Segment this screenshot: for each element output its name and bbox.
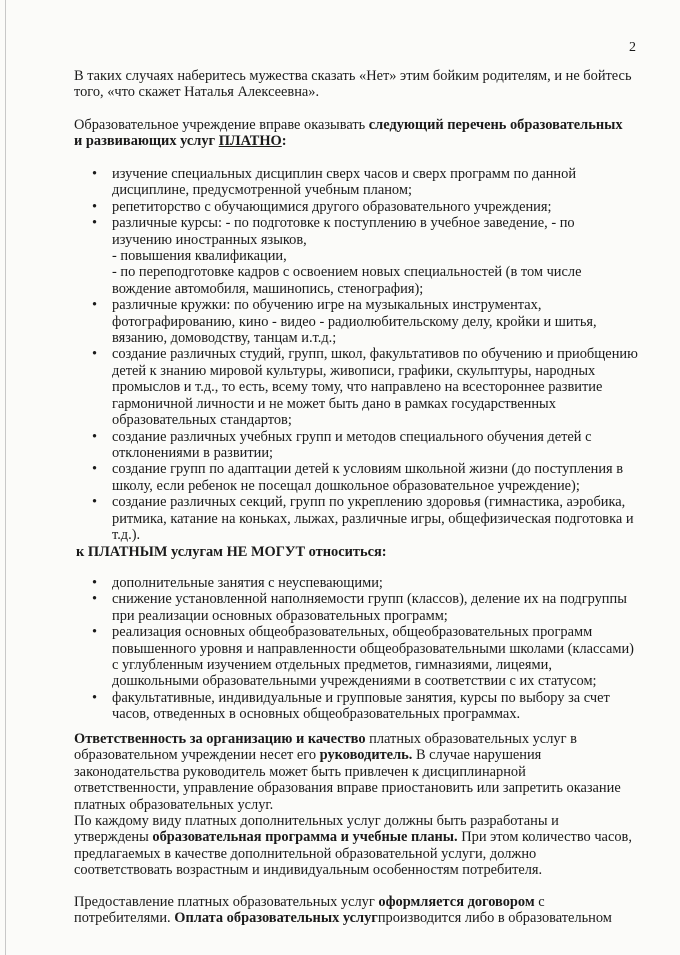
list-item: • репетиторство с обучающимися другого образовательного учреждения;: [92, 198, 552, 215]
bullet-icon: •: [92, 624, 98, 641]
list-item: • различные кружки: по обучению игре на музыкальных инструментах, фотографированию, кино - видео - радиолюбительскому делу, кройки и шитья, вязанию, домоводству, танцам и.т.д.;: [92, 297, 597, 347]
bullet-icon: •: [92, 297, 98, 314]
list-item: • дополнительные занятия с неуспевающими;: [92, 575, 383, 591]
list-item: • создание групп по адаптации детей к условиям школьной жизни (до поступления в школу, если ребенок не посещал дошкольное образовательное учреждение);: [92, 461, 624, 494]
bullet-icon: •: [92, 461, 98, 478]
paid-services-underlined: ПЛАТНО: [218, 133, 282, 150]
list-item: • создание различных учебных групп и методов специального обучения детей с отклонениями в развитии;: [92, 428, 592, 461]
paragraph-intro: В таких случаях наберитесь мужества сказать «Нет» этим бойким родителям, и не бойтесь того, «что скажет Наталья Алексеевна».: [74, 68, 632, 101]
section-heading-not-paid: к ПЛАТНЫМ услугам НЕ МОГУТ относиться:: [76, 544, 387, 560]
bullet-icon: •: [92, 428, 98, 445]
paragraph-responsibility: Ответственность за организацию и качество платных образовательных услуг в образовательном учреждении несет его руководитель. В случае нарушения законодательства руководитель может быть привлечен к дисциплинарной ответственности, управление образования вправе приостановить или запретить оказание платных образовательных услуг.: [74, 731, 621, 813]
list-item: • изучение специальных дисциплин сверх часов и сверх программ по данной дисциплине, предусмотренной учебным планом;: [92, 166, 577, 199]
bullet-icon: •: [92, 591, 98, 608]
bullet-icon: •: [92, 346, 98, 363]
paragraph-paid-services: [74, 117, 634, 150]
list-subitem: - повышения квалификации,: [112, 248, 287, 265]
list-item: • создание различных секций, групп по укреплению здоровья (гимнастика, аэробика, ритмика, катание на коньках, лыжах, различные игры, общефизическая подготовка и т.д.).: [92, 494, 634, 543]
not-paid-services-list: [90, 575, 638, 723]
list-item: • факультативные, индивидуальные и групповые занятия, курсы по выбору за счет часов, отведенных в основных общеобразовательных программах.: [92, 689, 610, 723]
paragraph-programs: По каждому виду платных дополнительных услуг должны быть разработаны и утверждены образовательная программа и учебные планы. При этом количество часов, предлагаемых в качестве дополнительной образовательной услуги, должно соответствовать возрастным и индивидуальным особенностям потребителя.: [74, 813, 632, 879]
list-item: • различные курсы: - по подготовке к поступлению в учебное заведение, - по изучению иностранных языков, - повышения квалификации, - по переподготовке кадров с освоением новых специальностей (в том числе вождение автомобиля, машинопись, стенография);: [90, 215, 638, 297]
list-item: • создание различных студий, групп, школ, факультативов по обучению и приобщению детей к знанию мировой культуры, живописи, графики, скульптуры, народных промыслов и т.д., то есть, всему тому, что направлено на всестороннее развитие гармоничной личности и не может быть дано в рамках государственных образовательных стандартов;: [92, 346, 638, 429]
list-item: • снижение установленной наполняемости групп (классов), деление их на подгруппы при реализации основных образовательных программ;: [92, 591, 627, 624]
paid-services-bold: следующий перечень образовательных и развивающих услуг: [74, 117, 623, 150]
page-number: 2: [629, 40, 636, 55]
bullet-icon: •: [92, 494, 98, 511]
paid-services-colon: :: [281, 133, 287, 150]
list-subitem: - по переподготовке кадров с освоением новых специальностей (в том числе вождение автомобиля, машинопись, стенография);: [112, 264, 582, 297]
bullet-icon: •: [92, 166, 98, 182]
bullet-icon: •: [92, 215, 98, 232]
bullet-icon: •: [92, 689, 98, 706]
paid-services-text: Образовательное учреждение вправе оказывать: [74, 117, 369, 133]
paid-services-list: [90, 166, 638, 543]
scan-edge: [5, 0, 6, 955]
paragraph-contract: Предоставление платных образовательных услуг оформляется договором с потребителями. Оплата образовательных услугпроизводится либо в образовательном: [74, 894, 612, 927]
list-item: • реализация основных общеобразовательных, общеобразовательных программ повышенного уровня и направленности общеобразовательными школами (классами) с углубленным изучением отдельных предметов, гимназиями, лицеями, дошкольными образовательными учреждениями в соответствии с их статусом;: [92, 624, 634, 690]
bullet-icon: •: [92, 575, 98, 591]
bullet-icon: •: [92, 198, 98, 215]
